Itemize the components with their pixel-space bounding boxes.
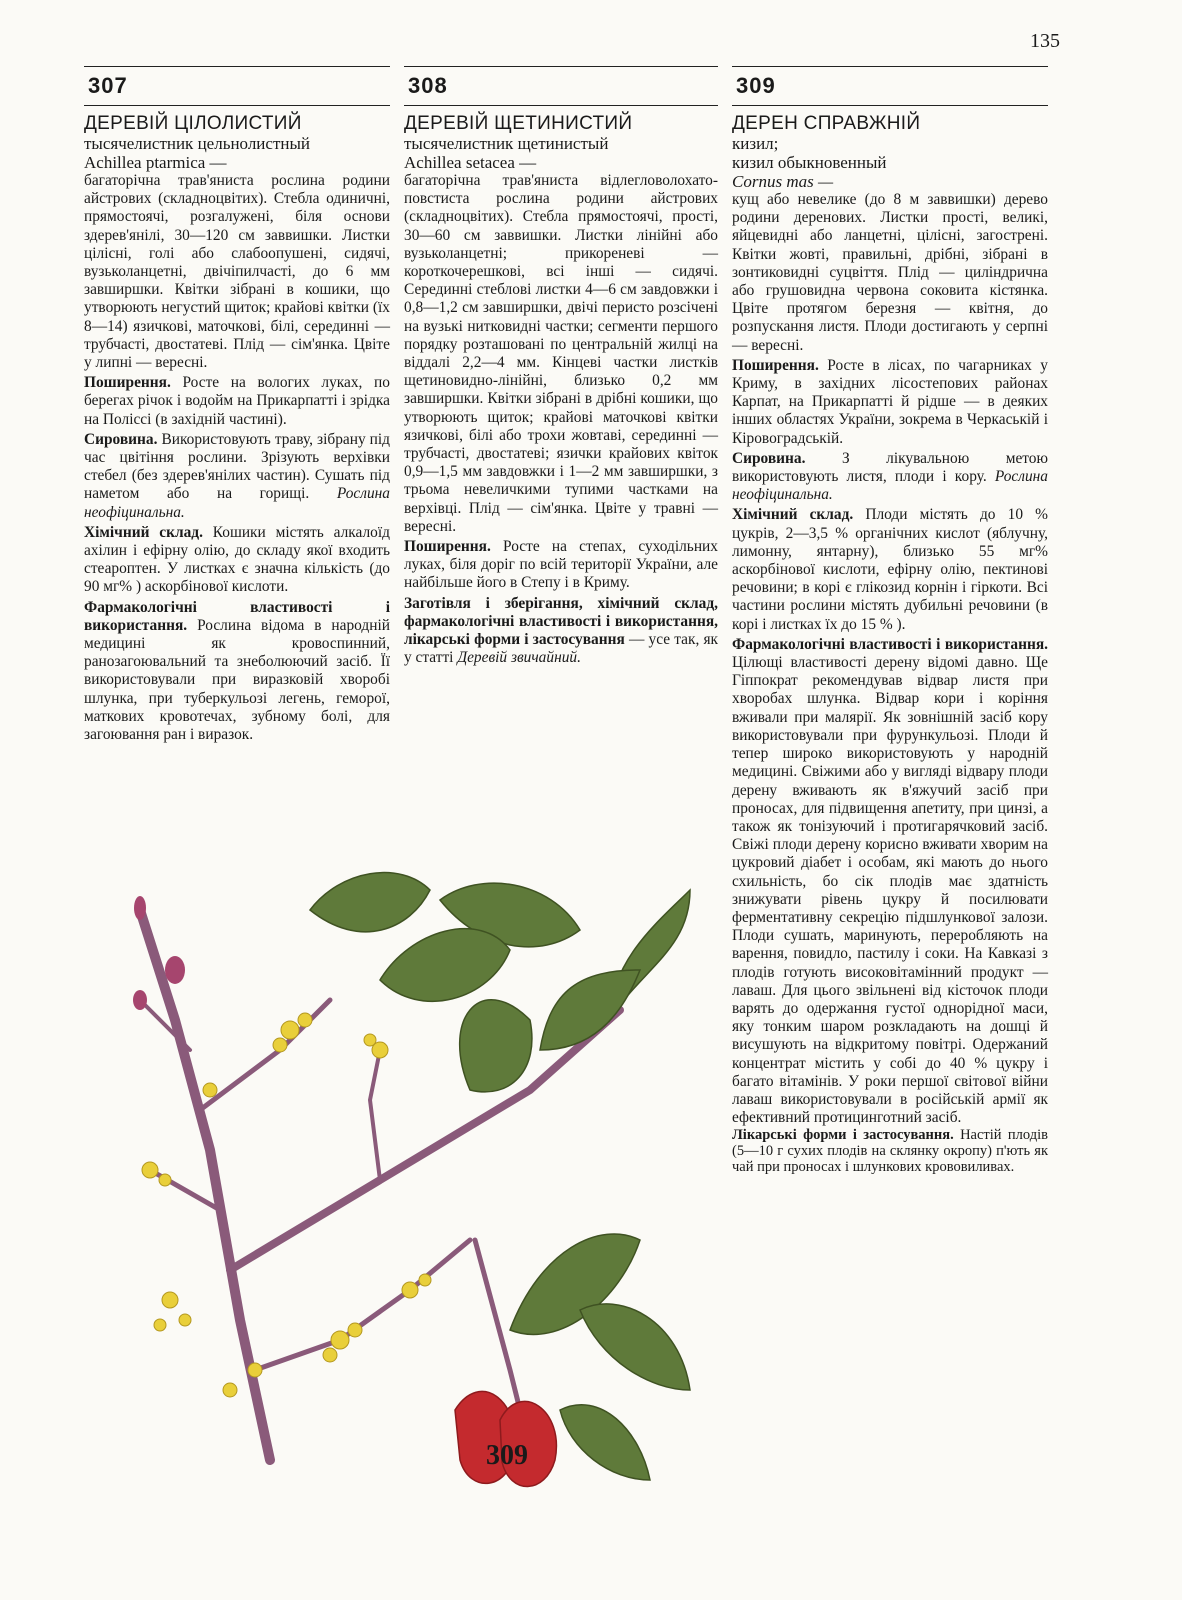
plate-number: 309: [486, 1440, 528, 1471]
pharmacology-section: [732, 636, 1048, 1127]
cross-reference-target: Деревій звичайний.: [457, 649, 581, 667]
article-309: [732, 66, 1048, 1175]
latin-name: Cornus mas —: [732, 172, 834, 191]
description: багаторічна трав'яниста рослина родини айстрових (складноцвітих). Стебла одиничні, прямостоячі, розгалужені, біля основи здерев'янілі, 30—120 см заввишки. Листки цілісні, голі або слабоопушені, сидячі, вузьколанцетні, двічіпилчасті, до 6 мм завширшки. Квітки зібрані в кошики, що утворюють негустий щиток; крайові квітки (їх 8—14) язичкові, маточкові, білі, серединні — трубчасті, двостатеві. Плід — сім'янка. Цвіте у липні — вересні.: [84, 172, 390, 372]
raw-material-section: [84, 431, 390, 522]
bud-icon: [133, 896, 185, 1010]
article-number-bar: [84, 66, 390, 106]
latin-name: Achillea ptarmica —: [84, 153, 227, 172]
fruit-icon: [455, 1391, 556, 1486]
chemical-heading: Хімічний склад.: [732, 506, 854, 524]
article-title: ДЕРЕН СПРАВЖНІЙ: [732, 113, 921, 134]
article-number-bar: [404, 66, 718, 106]
article-308: [404, 66, 718, 667]
russian-name: кизил;: [732, 134, 779, 153]
distribution-heading: Поширення.: [84, 374, 171, 392]
distribution-heading: Поширення.: [732, 356, 819, 374]
raw-material-note: Рослина неофіцинальна.: [732, 468, 1048, 504]
article-title: ДЕРЕВІЙ ЩЕТИНИСТИЙ: [404, 113, 633, 134]
pharmacology-heading: Фармакологічні властивості і використання.: [84, 598, 390, 634]
leaf-icon: [310, 873, 690, 1480]
pharmacology-text: Цілющі властивості дерену відомі давно. Ще Гіппократ рекомендував відвар листя при хворобах шлунка. Відвар кори і коріння вживали при малярії. Як зовнішній засіб кору використовували при фурункульозі. Плоди й тепер широко використовують у народній медицині. Свіжими або у вигляді відвару плоди дерену вживають як в'яжучий засіб при проносах, для підвищення апетиту, при цинзі, а також як тонізуючий і протигарячковий засіб. Свіжі плоди дерену корисно вживати хворим на цукровий діабет і особам, які мають до нього схильність, бо сік плодів має здатність знижувати рівень цукру й посилювати ферментативну секрецію підшлункової залози. Плоди сушать, маринують, переробляють на варення, повидло, пастилу і соки. На Кавказі з плодів готують високовітамінний продукт — лаваш. Для цього звільнені від кісточок плоди варять до одержання густої однорідної маси, яку тонким шаром розкладають на дошці й висушують на відкритому повітрі. Одержаний концентрат містить у собі до 40 % цукру і багато вітамінів. У роки першої світової війни лаваш використовували в російській армії як ефективний протицинготний засіб.: [732, 654, 1048, 1127]
article-number-bar: [732, 66, 1048, 106]
chemical-text: Кошики містять алкалоїд ахілин і ефірну олію, до складу якої входить стеароптен. У листках є значна кількість (до 90 мг% ) аскорбінової кислоти.: [84, 523, 390, 596]
chemical-heading: Хімічний склад.: [84, 523, 203, 541]
article-number: 308: [408, 73, 448, 98]
pharmacology-section: [84, 599, 390, 745]
russian-name: тысячелистник щетинистый: [404, 134, 609, 153]
description: кущ або невелике (до 8 м заввишки) дерево родини деренових. Листки прості, великі, яйцевидні або ланцетні, цілісні, загострені. Квітки жовті, правильні, дрібні, зібрані в зонтиковидні суцвіття. Плід — циліндрична або грушовидна червона соковита кістянка. Цвіте протягом березня — квітня, до розпускання листя. Плоди достигають у серпні — вересні.: [732, 191, 1048, 354]
distribution-text: Росте на вологих луках, по берегах річок і водойм на Прикарпатті і зрідка на Поліссі (в західній частині).: [84, 374, 390, 428]
raw-material-text: Використовують траву, зібрану під час цвітіння рослини. Зрізують верхівки стебел (без здерев'янілих частин). Сушать під наметом або на горищі.: [84, 430, 390, 503]
distribution-section: [732, 357, 1048, 448]
description: багаторічна трав'яниста відлегловолохато-повстиста рослина родини айстрових (складноцвітих). Стебла прямостоячі, прості, 30—60 см заввишки. Листки лінійні або вузьколанцетні; прикореневі — короткочерешкові, всі інші — сидячі. Серединні стеблові листки 4—6 см завдовжки і 0,8—1,2 см завширшки, двічі перисто розсічені на вузькі нитковидні частки; сегменти першого порядку розташовані по центральній жилці на віддалі 2,2—4 мм. Кінцеві частки листків щетиновидно-лінійні, близько 0,2 мм завширшки. Квітки зібрані в дрібні кошики, що утворюють щиток; крайові маточкові квітки язичкові, білі або трохи жовтаві, серединні — трубчасті, двостатеві; язички крайових квіток 0,9—1,5 мм завдовжки і 1—2 мм завширшки, з трьома невеличкими тупими частками на верхівці. Плід — сім'янка. Цвіте у травні — вересні.: [404, 172, 718, 535]
dosage-heading: Лікарські форми і застосування.: [732, 1127, 954, 1144]
article-307: [84, 66, 390, 744]
cross-reference-text: — усе так, як у статті: [404, 631, 718, 667]
distribution-text: Росте на степах, суходільних луках, біля доріг по всій території України, але найбільше його в Степу і в Криму.: [404, 538, 718, 592]
chemical-text: Плоди містять до 10 % цукрів, 2—3,5 % органічних кислот (яблучну, лимонну, янтарну), близько 55 мг% аскорбінової кислоти, ефірну олію, пектинові речовини; в корі є глікозид корнін і гіркоти. Всі частини рослини містять дубильні речовини (в корі і листках їх до 15 % ).: [732, 506, 1048, 633]
distribution-text: Росте в лісах, по чагарниках у Криму, в західних лісостепових районах Карпат, на Прикарпатті й рідше — в деяких інших областях України, зокрема в Черкаській і Кіровоградській.: [732, 356, 1048, 447]
raw-material-text: З лікувальною метою використовують листя, плоди і кору.: [732, 449, 1048, 486]
pharmacology-text: Рослина відома в народній медицині як кровоспинний, ранозагоювальний та знеболюючий засіб. Її використовували при виразковій хворобі шлунка, при туберкульозі легень, геморої, маткових кровотечах, зубному болі, для загоювання ран і виразок.: [84, 616, 390, 744]
distribution-section: [84, 374, 390, 429]
article-number: 307: [88, 73, 128, 98]
russian-name: тысячелистник цельнолистный: [84, 134, 310, 153]
cross-reference-heading: Заготівля і зберігання, хімічний склад, фармакологічні властивості і використання, лікарські форми і застосування: [404, 594, 718, 649]
branch-icon: [140, 910, 620, 1460]
russian-name-2: кизил обыкновенный: [732, 153, 887, 172]
article-title: ДЕРЕВІЙ ЦІЛОЛИСТИЙ: [84, 113, 302, 134]
dosage-text: Настій плодів (5—10 г сухих плодів на склянку окропу) п'ють як чай при проносах і шлункових крововиливах.: [732, 1127, 1048, 1176]
page-number: 135: [1030, 30, 1060, 52]
distribution-section: [404, 538, 718, 593]
cross-reference-section: [404, 595, 718, 668]
latin-name: Achillea setacea —: [404, 153, 537, 172]
chemical-section: [732, 506, 1048, 633]
raw-material-section: [732, 450, 1048, 505]
cornel-illustration: [80, 850, 700, 1490]
pharmacology-heading: Фармакологічні властивості і використання.: [732, 635, 1048, 653]
distribution-heading: Поширення.: [404, 538, 491, 556]
article-number: 309: [736, 73, 776, 98]
raw-material-heading: Сировина.: [732, 449, 806, 467]
dosage-section: [732, 1127, 1048, 1175]
chemical-section: [84, 524, 390, 597]
raw-material-note: Рослина неофіцинальна.: [84, 485, 390, 521]
dosage-block: [732, 1127, 1048, 1175]
raw-material-heading: Сировина.: [84, 430, 158, 448]
